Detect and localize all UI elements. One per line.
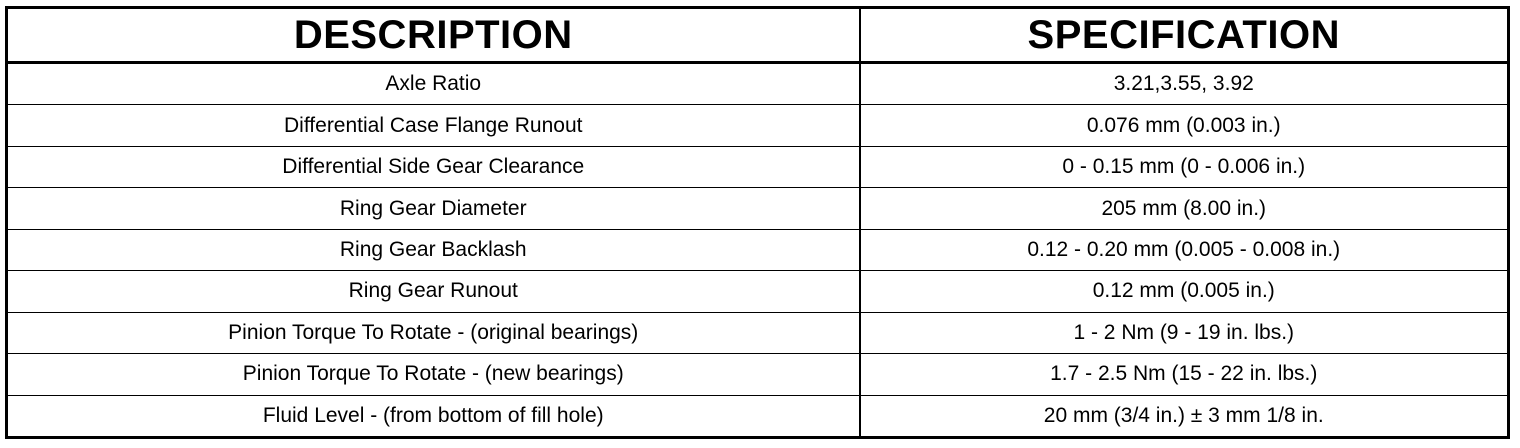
- table-row: [7, 63, 1509, 105]
- specification-column-header: SPECIFICATION: [860, 8, 1509, 63]
- row-description: Fluid Level - (from bottom of fill hole): [7, 395, 860, 438]
- table-row: [7, 271, 1509, 312]
- row-description: Ring Gear Runout: [7, 271, 860, 312]
- table-row: [7, 188, 1509, 229]
- row-specification: 0 - 0.15 mm (0 - 0.006 in.): [860, 146, 1509, 187]
- row-specification: 20 mm (3/4 in.) ± 3 mm 1/8 in.: [860, 395, 1509, 438]
- row-specification: 205 mm (8.00 in.): [860, 188, 1509, 229]
- table-row: [7, 354, 1509, 395]
- row-description: Pinion Torque To Rotate - (original bearings): [7, 312, 860, 353]
- row-description: Ring Gear Backlash: [7, 229, 860, 270]
- specification-table: [5, 6, 1510, 439]
- table-row: [7, 229, 1509, 270]
- row-description: Differential Side Gear Clearance: [7, 146, 860, 187]
- row-specification: 0.12 mm (0.005 in.): [860, 271, 1509, 312]
- table-row: [7, 312, 1509, 353]
- row-specification: 3.21,3.55, 3.92: [860, 63, 1509, 105]
- description-column-header: DESCRIPTION: [7, 8, 860, 63]
- row-specification: 1.7 - 2.5 Nm (15 - 22 in. lbs.): [860, 354, 1509, 395]
- table-row: [7, 105, 1509, 146]
- table-row: [7, 146, 1509, 187]
- row-specification: 0.12 - 0.20 mm (0.005 - 0.008 in.): [860, 229, 1509, 270]
- row-description: Axle Ratio: [7, 63, 860, 105]
- row-specification: 0.076 mm (0.003 in.): [860, 105, 1509, 146]
- table-row: [7, 395, 1509, 438]
- row-specification: 1 - 2 Nm (9 - 19 in. lbs.): [860, 312, 1509, 353]
- row-description: Pinion Torque To Rotate - (new bearings): [7, 354, 860, 395]
- row-description: Ring Gear Diameter: [7, 188, 860, 229]
- row-description: Differential Case Flange Runout: [7, 105, 860, 146]
- table-header-row: [7, 8, 1509, 63]
